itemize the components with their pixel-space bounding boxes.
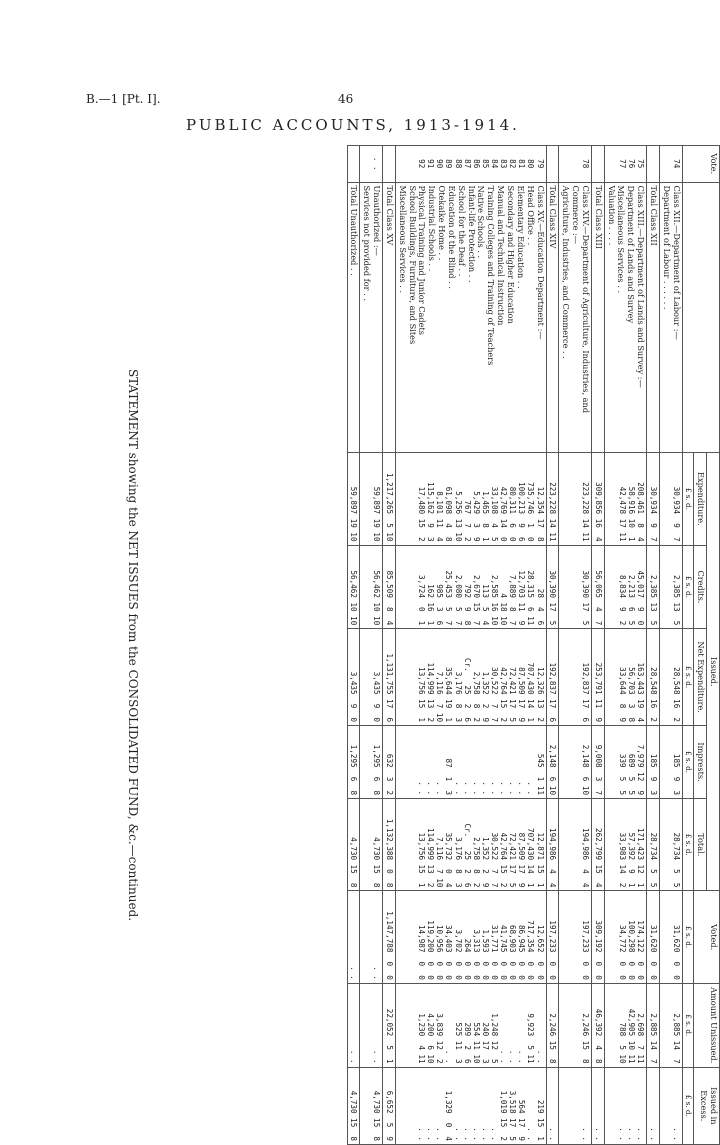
vote-cell	[383, 146, 396, 183]
description-cell: Class XV.—Education Department :— Head Office . . Elementary Education . . Secondary and Higher Education Manual and Technical Instruction Training Colleges and Training of Teachers Native Schools . . Infant-life Protection . . School for the Deaf . . Education of the Blind . . Otekaike Home . . Industrial Schools . . Physical Training and Junior Cadets School Buildings, Furniture, and Sites Miscellaneous Services . .	[395, 182, 546, 453]
unissued-cell: 22,052 5 1	[383, 983, 396, 1067]
page-number: 46	[338, 92, 354, 106]
vote-cell: 75 76 77	[604, 146, 646, 183]
imprests-cell: 185 9 3	[647, 726, 660, 799]
credits-cell: 28 4 6 28,315 6 11 12,703 11 9 7,889 8 7 4 18 10 2,585 16 10 113 5 4 2,670 15 7 792 9 8 2,080 5 7 25,453 5 7 985 3 6 162 16 1 3,724 0 1	[395, 545, 546, 629]
table-row	[546, 146, 559, 1145]
vote-cell	[647, 146, 660, 183]
description-cell: Total Class XIV	[546, 182, 559, 453]
col-imprests: Imprests.	[694, 726, 707, 799]
net-expenditure-cell: 28,548 16 2	[659, 629, 682, 726]
net-expenditure-cell: 163,443 19 4 56,703 3 8 33,644 8 9	[604, 629, 646, 726]
accounts-table	[347, 145, 720, 1145]
total-cell: 194,986 4 4	[559, 799, 592, 891]
units-label: £ s. d.	[682, 453, 694, 545]
description-cell: Total Class XIII	[591, 182, 604, 453]
voted-cell: 309,192 0 0	[591, 891, 604, 983]
voted-cell: 197,233 0 0	[546, 891, 559, 983]
total-cell: 12,871 15 1 707,430 14 1 87,509 17 9 72,421 17 5 42,764 15 2 30,522 7 7 1,352 2 9 2,758 8 2 Cr. 25 2 6 3,176 8 3 35,732 0 4 7,116 7 10 114,999 13 2 13,756 15 1	[395, 799, 546, 891]
table-row	[347, 146, 360, 1145]
description-cell: Class XIII.—Department of Lands and Survey :— Department of Lands and Survey Miscellaneous Services . . Valuation . . . .	[604, 182, 646, 453]
unissued-cell: . .	[360, 983, 383, 1067]
unissued-cell: 2,698 7 11 42,905 10 11 788 5 10	[604, 983, 646, 1067]
expenditure-cell: 223,228 14 11	[546, 453, 559, 545]
expenditure-cell: 30,934 9 7	[647, 453, 660, 545]
description-cell: Unauthorized :— Services not provided for . .	[360, 182, 383, 453]
col-expenditure: Expenditure.	[694, 453, 707, 545]
vote-cell	[591, 146, 604, 183]
credits-cell: 2,385 13 5	[647, 545, 660, 629]
voted-cell: 197,233 0 0	[559, 891, 592, 983]
table-row	[659, 146, 682, 1145]
units-label: £ s. d.	[682, 545, 694, 629]
imprests-cell: 545 1 11 . . . . . . . . . . . . . . . . . . 87 1 3 . . . . . .	[395, 726, 546, 799]
vote-cell	[546, 146, 559, 183]
imprests-cell: 1,295 6 8	[347, 726, 360, 799]
table-row	[360, 146, 383, 1145]
credits-cell: 56,462 10 10	[360, 545, 383, 629]
voted-cell: 31,620 0 0	[647, 891, 660, 983]
table-row	[383, 146, 396, 1145]
voted-cell: 174,122 0 0 100,298 0 0 34,772 0 0	[604, 891, 646, 983]
imprests-cell: 7,979 12 9 689 5 5 339 5 5	[604, 726, 646, 799]
excess-cell: . . . . . .	[604, 1067, 646, 1144]
total-cell: 194,986 4 4	[546, 799, 559, 891]
unissued-cell: 46,392 4 8	[591, 983, 604, 1067]
unissued-cell: 2,246 15 8	[559, 983, 592, 1067]
col-excess: Issued in Excess.	[694, 1067, 720, 1144]
table-row	[647, 146, 660, 1145]
net-expenditure-cell: 192,837 17 6	[546, 629, 559, 726]
total-cell: 4,730 15 8	[360, 799, 383, 891]
credits-cell: 2,385 13 5	[659, 545, 682, 629]
total-cell: 4,730 15 8	[347, 799, 360, 891]
unissued-cell: 2,246 15 8	[546, 983, 559, 1067]
page-title: PUBLIC ACCOUNTS, 1913-1914.	[186, 116, 520, 134]
expenditure-cell: 30,934 9 7	[659, 453, 682, 545]
net-expenditure-cell: 3,435 9 0	[360, 629, 383, 726]
imprests-cell: 185 9 3	[659, 726, 682, 799]
total-cell: 28,734 5 5	[659, 799, 682, 891]
col-net: Net Expenditure.	[694, 629, 707, 726]
voted-cell: 31,620 0 0	[659, 891, 682, 983]
net-expenditure-cell: 28,548 16 2	[647, 629, 660, 726]
excess-cell: 6,652 5 9	[383, 1067, 396, 1144]
excess-cell: 219 15 1 . . 564 17 9 3,518 17 5 1,019 15 2 . . . . . . . . . . 1,329 0 4 . . . . . .	[395, 1067, 546, 1144]
units-label: £ s. d.	[682, 1067, 694, 1144]
voted-cell: 12,652 0 0 717,354 0 0 86,945 0 0 68,903 0 0 41,745 0 0 31,771 0 0 1,593 0 0 3,313 0 0 264 0 0 3,702 0 0 34,403 0 0 10,956 0 0 119,200 0 0 14,987 0 0	[395, 891, 546, 983]
credits-cell: 45,017 9 0 2,213 6 5 8,834 9 2	[604, 545, 646, 629]
description-cell: Class XII.—Department of Labour :— Department of Labour . . . . . .	[659, 182, 682, 453]
credits-cell: 85,509 8 4	[383, 545, 396, 629]
col-issued: Issued.	[707, 453, 720, 891]
description-cell: Total Class XV	[383, 182, 396, 453]
units-label: £ s. d.	[682, 983, 694, 1067]
rotated-statement-table	[115, 145, 720, 1145]
total-cell: 171,423 12 1 57,392 9 1 33,983 14 2	[604, 799, 646, 891]
excess-cell: . .	[591, 1067, 604, 1144]
table-row	[395, 146, 546, 1145]
voted-cell: . .	[360, 891, 383, 983]
expenditure-cell: 59,897 19 10	[347, 453, 360, 545]
col-total: Total.	[694, 799, 707, 891]
description-cell: Total Class XII	[647, 182, 660, 453]
total-cell: 28,734 5 5	[647, 799, 660, 891]
unissued-cell: . . 9,923 5 11 . . . . . . 1,248 12 5 240 17 3 554 11 10 289 2 6 525 11 3 . . 3,839 12 2 4,200 6 10 1,230 4 11	[395, 983, 546, 1067]
credits-cell: 30,390 17 5	[559, 545, 592, 629]
vote-cell: . .	[360, 146, 383, 183]
imprests-cell: 2,148 6 10	[559, 726, 592, 799]
table-row	[591, 146, 604, 1145]
table-row	[604, 146, 646, 1145]
credits-cell: 30,390 17 5	[546, 545, 559, 629]
imprests-cell: 2,148 6 10	[546, 726, 559, 799]
page-reference: B.—1 [Pt. I].	[86, 92, 161, 106]
expenditure-cell: 1,217,265 5 10	[383, 453, 396, 545]
expenditure-cell: 59,897 19 10	[360, 453, 383, 545]
excess-cell: . .	[546, 1067, 559, 1144]
imprests-cell: 632 3 2	[383, 726, 396, 799]
excess-cell: . .	[659, 1067, 682, 1144]
total-cell: 1,132,388 0 8	[383, 799, 396, 891]
units-label: £ s. d.	[682, 891, 694, 983]
voted-cell: 1,147,788 0 0	[383, 891, 396, 983]
unissued-cell: . .	[347, 983, 360, 1067]
vote-cell: 74	[659, 146, 682, 183]
credits-cell: 56,065 4 7	[591, 545, 604, 629]
table-body	[347, 146, 682, 1145]
units-label: £ s. d.	[682, 629, 694, 726]
expenditure-cell: 223,228 14 11	[559, 453, 592, 545]
unissued-cell: 2,885 14 7	[659, 983, 682, 1067]
description-cell: Class XIV.—Department of Agriculture, Industries, and Commerce :— Agriculture, Industries, and Commerce . .	[559, 182, 592, 453]
col-vote: Vote.	[682, 146, 719, 183]
units-label: £ s. d.	[682, 799, 694, 891]
credits-cell: 56,462 10 10	[347, 545, 360, 629]
col-credits: Credits.	[694, 545, 707, 629]
statement-title: STATEMENT showing the NET ISSUES from the CONSOLIDATED FUND, &c.—continued.	[126, 368, 140, 922]
excess-cell: 4,730 15 8	[360, 1067, 383, 1144]
net-expenditure-cell: 1,131,755 17 6	[383, 629, 396, 726]
col-unissued: Amount Unissued.	[694, 983, 720, 1067]
excess-cell: . .	[647, 1067, 660, 1144]
vote-cell: 78	[559, 146, 592, 183]
expenditure-cell: 309,856 16 4	[591, 453, 604, 545]
vote-cell	[347, 146, 360, 183]
imprests-cell: 9,008 3 7	[591, 726, 604, 799]
unissued-cell: 2,885 14 7	[647, 983, 660, 1067]
net-expenditure-cell: 12,326 13 2 707,430 14 1 87,509 17 9 72,421 17 5 42,764 15 2 30,522 7 7 1,352 2 9 2,758 8 2 Cr. 25 2 6 3,176 8 3 35,644 19 1 7,116 7 10 114,999 13 2 13,756 15 1	[395, 629, 546, 726]
col-voted: Voted.	[694, 891, 720, 983]
units-label: £ s. d.	[682, 726, 694, 799]
expenditure-cell: 12,354 17 8 735,746 1 0 100,213 9 6 80,311 6 0 42,769 14 0 33,108 4 5 1,465 8 1 5,429 3 9 767 7 2 5,256 13 10 61,098 4 8 8,101 11 4 115,162 9 3 17,480 15 2	[395, 453, 546, 545]
net-expenditure-cell: 3,435 9 0	[347, 629, 360, 726]
vote-cell: 79 80 81 82 83 84 85 86 87 88 89 90 91 92	[395, 146, 546, 183]
expenditure-cell: 208,461 8 4 58,916 10 1 42,478 17 11	[604, 453, 646, 545]
excess-cell: 4,730 15 8	[347, 1067, 360, 1144]
total-cell: 262,799 15 4	[591, 799, 604, 891]
table-row	[559, 146, 592, 1145]
net-expenditure-cell: 253,791 11 9	[591, 629, 604, 726]
excess-cell: . .	[559, 1067, 592, 1144]
voted-cell: . .	[347, 891, 360, 983]
net-expenditure-cell: 192,837 17 6	[559, 629, 592, 726]
description-cell: Total Unauthorized . .	[347, 182, 360, 453]
col-description	[682, 182, 719, 453]
imprests-cell: 1,295 6 8	[360, 726, 383, 799]
